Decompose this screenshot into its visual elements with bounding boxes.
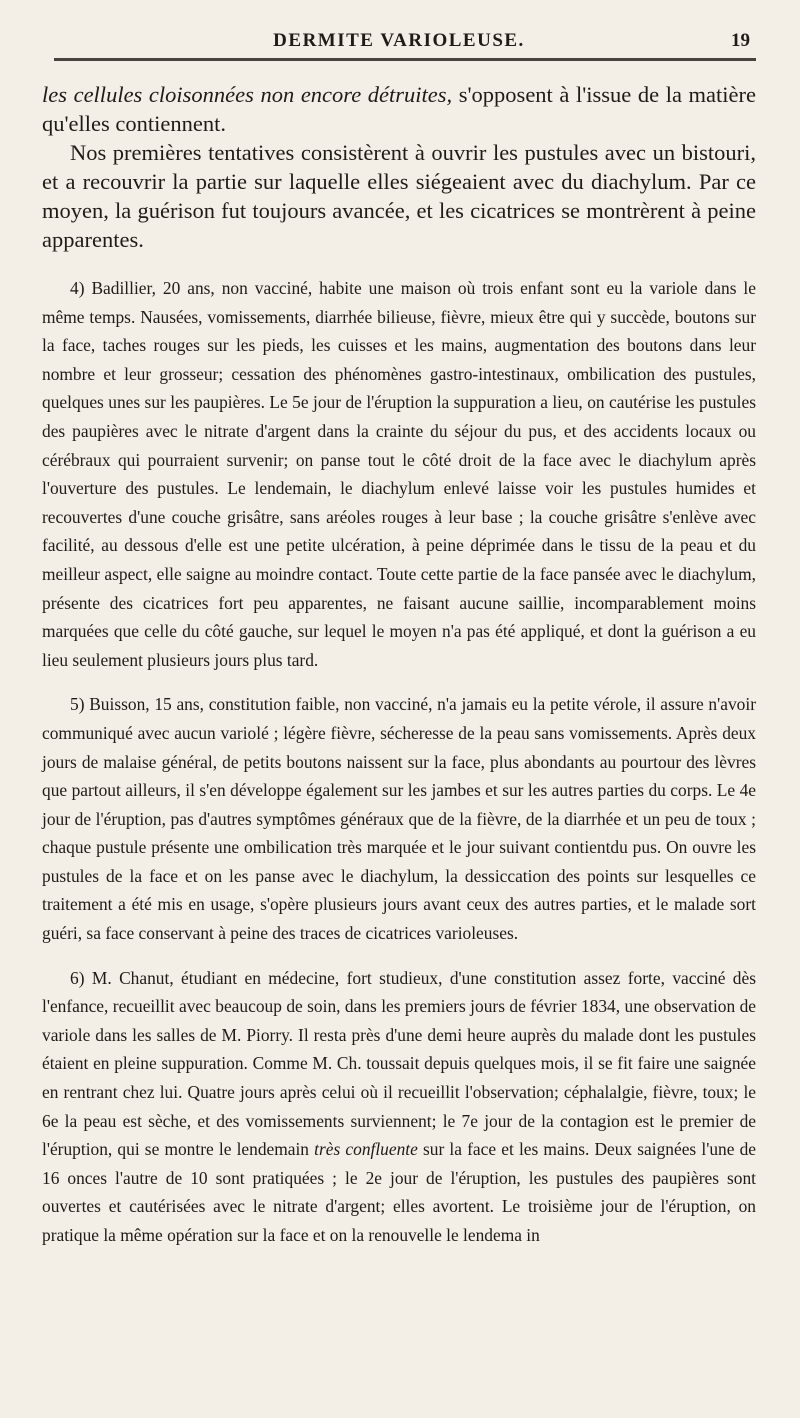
observation-6-italic: très confluente [314,1139,418,1160]
observation-5: 5) Buisson, 15 ans, constitution faible, non vacciné, n'a jamais eu la petite vérole, il assure n'avoir communiqué avec aucun variolé ; légère fièvre, sécheresse de la peau sans vomissements. Après deux jours de malaise général, de petits boutons naissent sur la face, plus abondants au pourtour des lèvres que partout ailleurs, il s'en développe également sur les jambes et sur les autres parties du corps. Le 4e jour de l'éruption, pas d'autres symptômes généraux que de la fièvre, de la diarrhée et un peu de toux ; chaque pustule présente une ombilication très marquée et le jour suivant contientdu pus. On ouvre les pustules de la face et on les panse avec le diachylum, la dessiccation des points sur lesquelles ce traitement a été mis en usage, s'opère plusieurs jours avant ceux des autres parties, et le malade sort guéri, sa face conservant à peine des traces de cicatrices varioleuses. [42,694,756,944]
lead-paragraph-1-rest: s'opposent à l'issue de la matière qu'elles contiennent. [42,82,756,136]
lead-paragraph-1 [42,80,756,138]
running-title: DERMITE VARIOLEUSE. [273,30,525,51]
observation-4: 4) Badillier, 20 ans, non vacciné, habite une maison où trois enfant sont eu la variole dans le même temps. Nausées, vomissements, diarrhée bilieuse, fièvre, mieux être qui y succède, boutons sur la face, taches rouges sur les pieds, les cuisses et les mains, augmentation des boutons dans leur nombre et leur grosseur; cessation des phénomènes gastro-intestinaux, ombilication des pustules, quelques unes sur les paupières. Le 5e jour de l'éruption la suppuration a lieu, on cautérise les pustules des paupières avec le nitrate d'argent dans la crainte du séjour du pus, et des accidents locaux ou cérébraux qui pourraient survenir; on panse tout le côté droit de la face avec le diachylum après l'ouverture des pustules. Le lendemain, le diachylum enlevé laisse voir les pustules humides et recouvertes d'une couche grisâtre, sans aréoles rouges à leur base ; la couche grisâtre s'enlève avec facilité, au dessous d'elle est une petite ulcération, à peine déprimée dans le tissu de la peau et du meilleur aspect, elle saigne au moindre contact. Toute cette partie de la face pansée avec le diachylum, présente des cicatrices fort peu apparentes, ne faisant aucune saillie, incomparablement moins marquées que celle du côté gauche, sur lequel le moyen n'a pas été appliqué, et dont la guérison a eu lieu seulement plusieurs jours plus tard. [42,278,756,670]
header-rule [54,58,756,61]
lead-italic-phrase: les cellules cloisonnées non encore détruites, [42,82,453,107]
page-number: 19 [731,30,750,51]
lead-text [42,80,756,254]
observation-6-part-a: 6) M. Chanut, étudiant en médecine, fort studieux, d'une constitution assez forte, vacciné dès l'enfance, recueillit avec beaucoup de soin, dans les premiers jours de février 1834, une observation de variole dans les salles de M. Piorry. Il resta près d'une demi heure auprès du malade dont les pustules étaient en pleine suppuration. Comme M. Ch. toussait depuis quelques mois, il se fit faire une saignée en rentrant chez lui. Quatre jours après celui où il recueillit l'observation; céphalalgie, fièvre, toux; le 6e la peau est sèche, et des vomissements surviennent; le 7e jour de la contagion est le premier de l'éruption, qui se montre le lendemain [42,967,756,1160]
observation-6 [42,964,756,1250]
page-header [42,0,756,62]
observation-6-part-b: sur la face et les mains. Deux saignées l'une de 16 onces l'autre de 10 sont pratiquées ; le 2e jour de l'éruption, les pustules des paupières sont ouvertes et cautérisées avec le nitrate d'argent; elles avortent. Le troisième jour de l'éruption, on pratique la même opération sur la face et on la renouvelle le lendema in [42,1139,757,1245]
lead-paragraph-2: Nos premières tentatives consistèrent à ouvrir les pustules avec un bistouri, et a recouvrir la partie sur laquelle elles siégeaient avec du diachylum. Par ce moyen, la guérison fut toujours avancée, et les cicatrices se montrèrent à peine apparentes. [42,140,756,252]
